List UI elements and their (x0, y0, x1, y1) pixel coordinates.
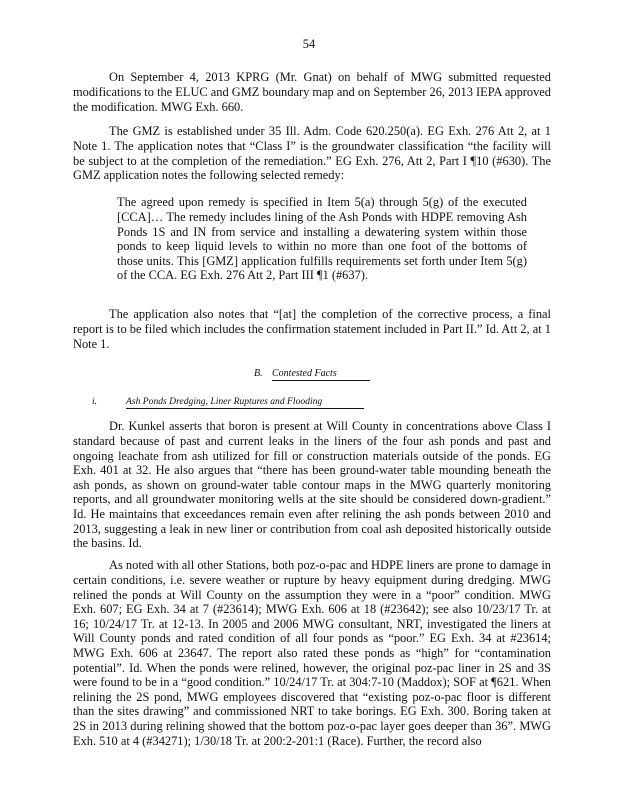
subsection-numeral: i. (92, 396, 98, 407)
section-letter: B. (254, 368, 263, 379)
page-number: 54 (302, 37, 316, 51)
paragraph-final-report: The application also notes that “[at] the completion of the corrective process, a final report is to be filed which includes the confirmation statement included in Part II.” Id. Att 2, at 1 Note 1. (73, 307, 551, 351)
subsection-heading-ash-ponds (92, 396, 322, 408)
heading-underline (272, 380, 370, 381)
paragraph-modification: On September 4, 2013 KPRG (Mr. Gnat) on behalf of MWG submitted requested modifications to the ELUC and GMZ boundary map and on September 26, 2013 IEPA approved the modification. MWG Exh. 660. (73, 70, 551, 114)
section-title: Contested Facts (272, 368, 337, 379)
paragraph-gmz: The GMZ is established under 35 Ill. Adm. Code 620.250(a). EG Exh. 276 Att 2, at 1 Note 1. The application notes that “Class I” is the groundwater classification “the facility will be subject to at the completion of the remediation.” EG Exh. 276, Att 2, Part I ¶10 (#630). The GMZ application notes the following selected remedy: (73, 124, 551, 183)
section-heading-contested-facts (254, 368, 337, 380)
subheading-underline (126, 408, 364, 409)
paragraph-kunkel: Dr. Kunkel asserts that boron is present at Will County in concentrations above Class I standard because of past and current leaks in the liners of the four ash ponds and past and ongoing leachate from ash utilized for fill or construction materials outside of the ponds. EG Exh. 401 at 32. He also argues that “there has been ground-water table mounding beneath the ash ponds, as shown on ground-water table contour maps in the MWG quarterly monitoring reports, and all groundwater monitoring wells at the site should be considered down-gradient.” Id. He maintains that exceedances remain even after relining the ash ponds between 2010 and 2013, suggesting a leak in new liner or contribution from coal ash deposited historically outside the basins. Id. (73, 419, 551, 551)
subsection-title: Ash Ponds Dredging, Liner Ruptures and Flooding (126, 396, 323, 407)
paragraph-liners: As noted with all other Stations, both poz-o-pac and HDPE liners are prone to damage in certain conditions, i.e. severe weather or rupture by heavy equipment during dredging. MWG relined the ponds at Will County on the assumption they were in a “poor” condition. MWG Exh. 607; EG Exh. 34 at 7 (#23614); MWG Exh. 606 at 18 (#23642); see also 10/23/17 Tr. at 16; 10/24/17 Tr. at 12-13. In 2005 and 2006 MWG consultant, NRT, investigated the liners at Will County ponds and rated condition of all four ponds as “poor.” EG Exh. 34 at #23614; MWG Exh. 606 at 23647. The report also rated these ponds as “high” for “contamination potential”. Id. When the ponds were relined, however, the original poz-pac liner in 2S and 3S were found to be in a “good condition.” 10/24/17 Tr. at 304:7-10 (Maddox); SOF at ¶621. When relining the 2S pond, MWG employees discovered that “existing poz-o-pac floor is different than the sites drawing” and commissioned NRT to take borings. EG Exh. 300. Boring taken at 2S in 2013 during relining showed that the bottom poz-o-pac layer goes deeper than 36”. MWG Exh. 510 at 4 (#34271); 1/30/18 Tr. at 200:2-201:1 (Race). Further, the record also (73, 558, 551, 748)
block-quote-remedy: The agreed upon remedy is specified in Item 5(a) through 5(g) of the executed [CCA]… The remedy includes lining of the Ash Ponds with HDPE removing Ash Ponds 1S and IN from service and installing a dewatering system within those ponds to keep liquid levels to within no more than one foot of the bottoms of those units. This [GMZ] application fulfills requirements set forth under Item 5(g) of the CCA. EG Exh. 276 Att 2, Part III ¶1 (#637). (117, 195, 527, 283)
